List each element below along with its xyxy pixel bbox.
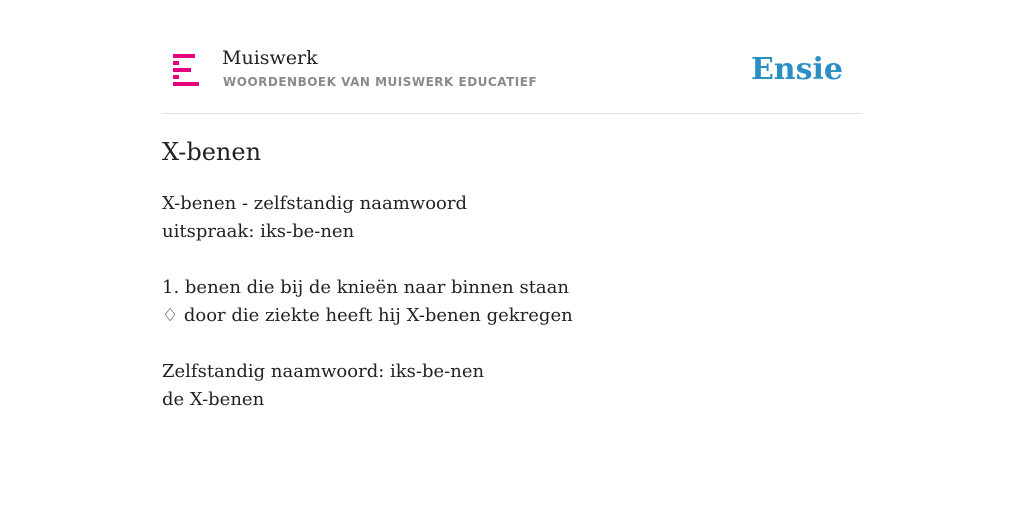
spacer [162,330,862,358]
entry-headword-line: X-benen - zelfstandig naamwoord [162,193,467,214]
entry-title: X-benen [162,138,262,166]
definition-1: 1. benen die bij de knieën naar binnen staan [162,277,569,298]
dictionary-subtitle: WOORDENBOEK VAN MUISWERK EDUCATIEF [223,75,538,89]
ensie-brand-logo[interactable]: Ensie [750,52,843,87]
example-sentence: ♢ door die ziekte heeft hij X-benen gekregen [162,305,573,326]
entry-definition [162,190,862,414]
dictionary-name[interactable]: Muiswerk [222,47,318,69]
header [162,0,862,114]
word-type-pronunciation: Zelfstandig naamwoord: iks-be-nen [162,361,485,382]
pronunciation-line: uitspraak: iks-be-nen [162,221,355,242]
muiswerk-logo-icon[interactable] [173,54,200,88]
article-form: de X-benen [162,389,265,410]
page [162,0,862,512]
spacer [162,246,862,274]
